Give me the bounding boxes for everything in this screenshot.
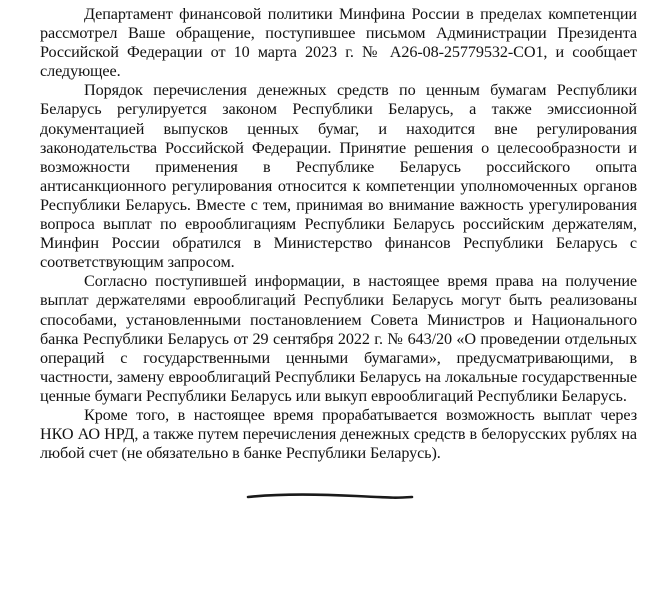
letter-body bbox=[40, 5, 637, 463]
paragraph-intro: Департамент финансовой политики Минфина России в пределах компетенции рассмотрел Ваше обращение, поступившее письмом Администрации Президента Российской Федерации от 10 марта 2023 г. № А26-08-25779532-СО1, и сообщает следующее. bbox=[40, 5, 637, 81]
paragraph-additional-options: Кроме того, в настоящее время прорабатывается возможность выплат через НКО АО НРД, а также путем перечисления денежных средств в белорусских рублях на любой счет (не обязательно в банке Республики Беларусь). bbox=[40, 405, 637, 463]
paragraph-payment-procedure: Порядок перечисления денежных средств по ценным бумагам Республики Беларусь регулируется законом Республики Беларусь, а также эмиссионной документацией выпусков ценных бумаг, и находится вне регулирования законодательства Российской Федерации. Принятие решения о целесообразности и возможности применения в Республике Беларусь российского опыта антисанкционного регулирования относится к компетенции уполномоченных органов Республики Беларусь. Вместе с тем, принимая во внимание важность урегулирования вопроса выплат по еврооблигациям Республики Беларусь российским держателям, Минфин России обратился в Министерство финансов Республики Беларусь с соответствующим запросом. bbox=[40, 81, 637, 272]
signature-mark bbox=[246, 491, 414, 503]
signature-stroke-line bbox=[248, 495, 412, 498]
paragraph-received-information: Согласно поступившей информации, в настоящее время права на получение выплат держателями еврооблигаций Республики Беларусь могут быть реализованы способами, установленными постановлением Совета Министров и Национального банка Республики Беларусь от 29 сентября 2022 г. № 643/20 «О проведении отдельных операций с государственными ценными бумагами», предусматривающими, в частности, замену еврооблигаций Республики Беларусь на локальные государственные ценные бумаги Республики Беларусь или выкуп еврооблигаций Республики Беларусь. bbox=[40, 272, 637, 405]
